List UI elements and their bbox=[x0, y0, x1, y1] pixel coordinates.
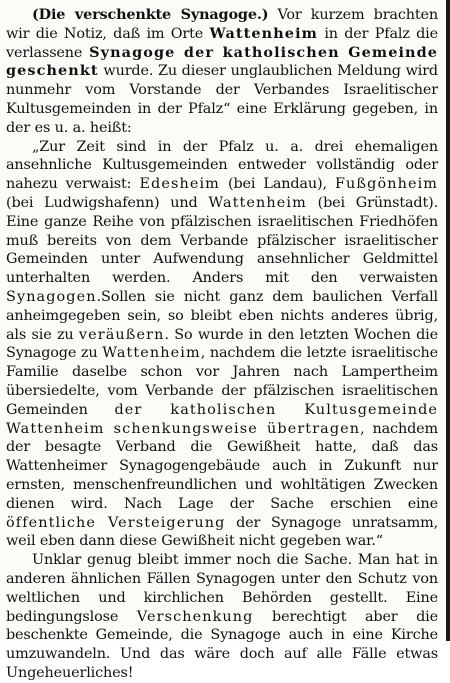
p2-t6: . So wurde in den letzten Wochen die Synagoge zu bbox=[6, 326, 438, 362]
p2-t3: (bei Ludwigshafenn) und bbox=[6, 194, 209, 211]
p1-mid1: in der Pfalz die verlassene bbox=[6, 25, 438, 61]
p2-t9: der Synagoge unratsamm, weil eben dann diese Gewißheit nicht gegeben war.“ bbox=[6, 514, 438, 550]
p1-town: Wattenheim bbox=[209, 24, 318, 42]
p3-word-verschenkung: Verschenkung bbox=[136, 608, 254, 625]
p2-place2: Fußgönheim bbox=[334, 176, 439, 193]
p2-t5: .Sollen sie nicht ganz dem baulichen Verfall anheimgegeben sein, so bleibt eben nichts anderes übrig, als sie zu bbox=[6, 288, 438, 343]
p2-place1: Edesheim bbox=[139, 176, 220, 193]
p2-word-veraeussern: veräußern bbox=[78, 326, 165, 343]
headline: (Die verschenkte Synagoge.) bbox=[32, 6, 269, 23]
p2-phrase3: öffentliche Versteigerung bbox=[6, 514, 226, 531]
paragraph-quote bbox=[6, 138, 438, 552]
p1-phrase: Synagoge der katholischen Gemeinde geschenkt bbox=[6, 43, 438, 80]
p3-t1: Unklar genug bleibt immer noch die Sache. Man hat in anderen ähnlichen Fällen Synagogen unter den Schutz von weltlichen und kirchlichen Behörden gestellt. Eine bedingungslose bbox=[6, 552, 438, 625]
p2-phrase2: der katholischen Kultusgemeinde Wattenheim schenkungsweise übertragen bbox=[6, 401, 438, 437]
paragraph-intro bbox=[6, 6, 438, 138]
p2-place3: Wattenheim bbox=[208, 194, 307, 211]
p2-t7: , nachdem die letzte israelitische Familie daselbe schon vor Jahren nach Lampertheim übersiedelte, vom Verbande der pfälzischen israelitischen Gemeinden bbox=[6, 345, 439, 418]
p1-lead: Vor kurzem brachten wir die Notiz, daß im Orte bbox=[6, 7, 438, 42]
article-body bbox=[6, 6, 438, 683]
p2-t4: (bei Grünstadt). Eine ganze Reihe von pfälzischen israelitischen Friedhöfen muß bereits von dem Verbande pfälzischer israelitischer Gemeinden unter Aufwendung ansehnlicher Geldmittel unterhalten werden. Anders mit den verwaisten bbox=[6, 194, 438, 287]
column-rule bbox=[446, 0, 450, 641]
p2-t1: „Zur Zeit sind in der Pfalz u. a. drei ehemaligen ansehnliche Kultusgemeinden entweder vollständig oder nahezu verwaist: bbox=[6, 138, 438, 193]
p2-t8: , nachdem der besagte Verband die Gewißheit hatte, daß das Wattenheimer Synagogengebäude auch in Zukunft nur ernsten, menschenfreundlichen und wohltätigen Zwecken dienen wird. Nach Lage der Sache erschien eine bbox=[6, 420, 438, 512]
paragraph-commentary bbox=[6, 551, 438, 683]
p2-word-synagogen: Synagogen bbox=[6, 288, 97, 305]
p3-t2: berechtigt aber die beschenkte Gemeinde, die Synagoge auch in eine Kirche umzuwandeln. Und das wäre doch auf alle Fälle etwas Ungeheuerliches! bbox=[6, 608, 438, 681]
p1-mid2: wurde. Zu dieser unglaublichen Meldung wird nunmehr vom Vorstande der Verbandes Israelitischer Kultusgemeinden in der Pfalz“ eine Erklärung gegeben, in der es u. a. heißt: bbox=[6, 63, 438, 136]
p2-place4: Wattenheim bbox=[102, 345, 201, 362]
p2-t2: (bei Landau), bbox=[219, 176, 335, 193]
